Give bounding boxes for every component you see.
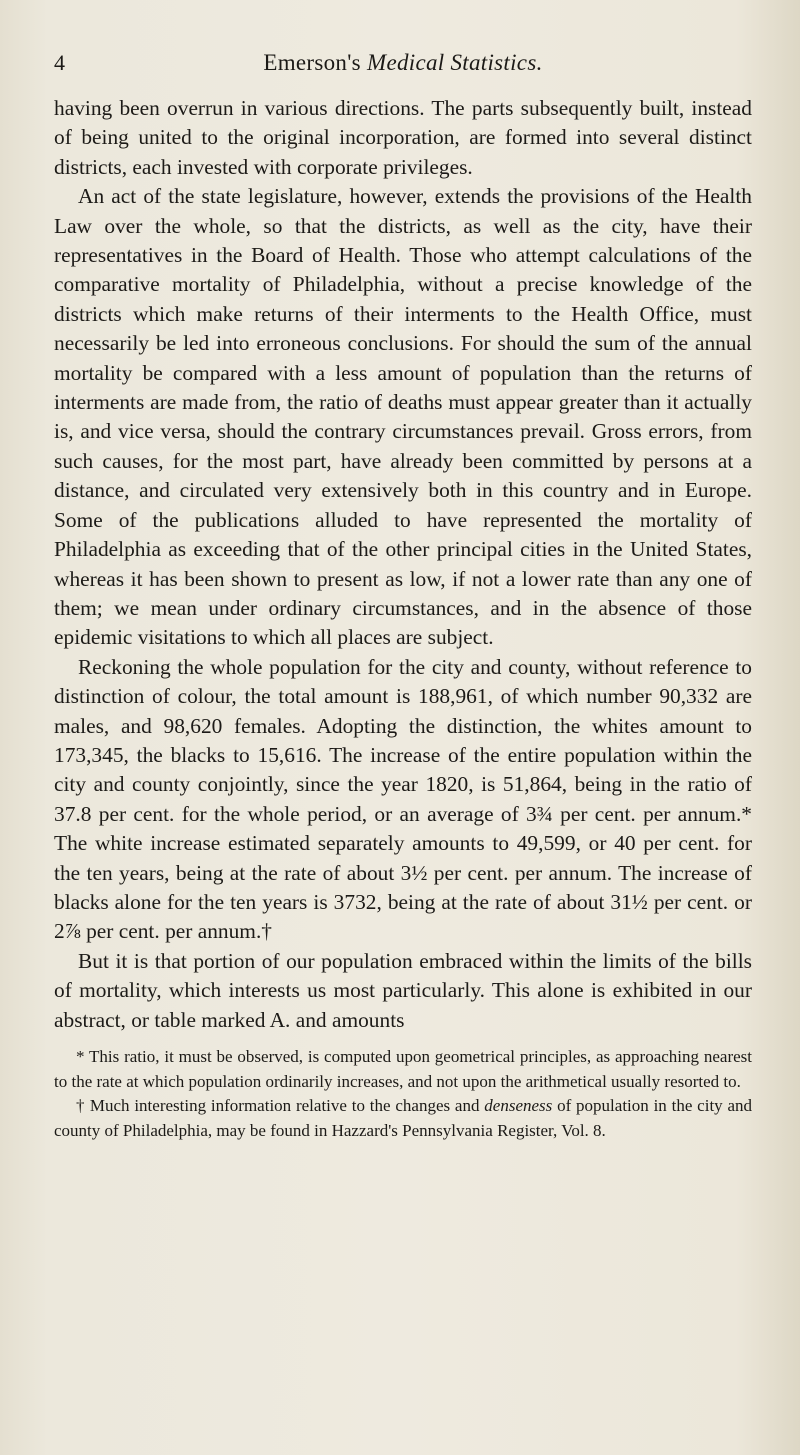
page-header <box>54 50 752 80</box>
page-number: 4 <box>54 50 65 75</box>
running-head <box>54 50 752 76</box>
footnote-2-emphasis: denseness <box>484 1096 553 1115</box>
running-head-title: Medical Statistics. <box>367 50 543 75</box>
paragraph-3: Reckoning the whole population for the city and county, without reference to distinction of colour, the total amount is 188,961, of which number 90,332 are males, and 98,620 females. Adopting the distinction, the whites amount to 173,345, the blacks to 15,616. The increase of the entire population within the city and county conjointly, since the year 1820, is 51,864, being in the ratio of 37.8 per cent. for the whole period, or an average of 3¾ per cent. per annum.* The white increase estimated separately amounts to 49,599, or 40 per cent. for the ten years, being at the rate of about 3½ per cent. per annum. The increase of blacks alone for the ten years is 3732, being at the rate of about 31½ per cent. or 2⅞ per cent. per annum.† <box>54 654 752 944</box>
body-text <box>54 94 752 1035</box>
footnote-2 <box>54 1094 752 1143</box>
footnote-1: * This ratio, it must be observed, is computed upon geometrical principles, as approaching nearest to the rate at which population ordinarily increases, and not upon the arithmetical usually resorted to. <box>54 1047 752 1091</box>
running-head-author: Emerson's <box>263 50 361 75</box>
paragraph-1: having been overrun in various directions. The parts subsequently built, instead of being united to the original incorporation, are formed into several distinct districts, each invested with corporate privileges. <box>54 96 752 179</box>
paragraph-4: But it is that portion of our population embraced within the limits of the bills of mortality, which interests us most particularly. This alone is exhibited in our abstract, or table marked A. and amounts <box>54 948 752 1032</box>
footnotes <box>54 1045 752 1143</box>
footnote-2-start: † Much interesting information relative to the changes and <box>76 1096 480 1115</box>
paragraph-2: An act of the state legislature, however, extends the provisions of the Health Law over the whole, so that the districts, as well as the city, have their representatives in the Board of Health. Those who attempt calculations of the comparative mortality of Philadelphia, without a precise knowledge of the districts which make returns of their interments to the Health Office, must necessarily be led into erroneous conclusions. For should the sum of the annual mortality be compared with a less amount of population than the returns of interments are made from, the ratio of deaths must appear greater than it actually is, and vice versa, should the contrary circumstances prevail. Gross errors, from such causes, for the most part, have already been committed by persons at a distance, and circulated very extensively both in this country and in Europe. Some of the publications alluded to have represented the mortality of Philadelphia as exceeding that of the other principal cities in the United States, whereas it has been shown to present as low, if not a lower rate than any one of them; we mean under ordinary circumstances, and in the absence of those epidemic visitations to which all places are subject. <box>54 184 752 650</box>
footnote-2-end: of population in the city and county of Philadelphia, may be found in Hazzard's Pennsylvania Register, Vol. 8. <box>54 1096 753 1140</box>
